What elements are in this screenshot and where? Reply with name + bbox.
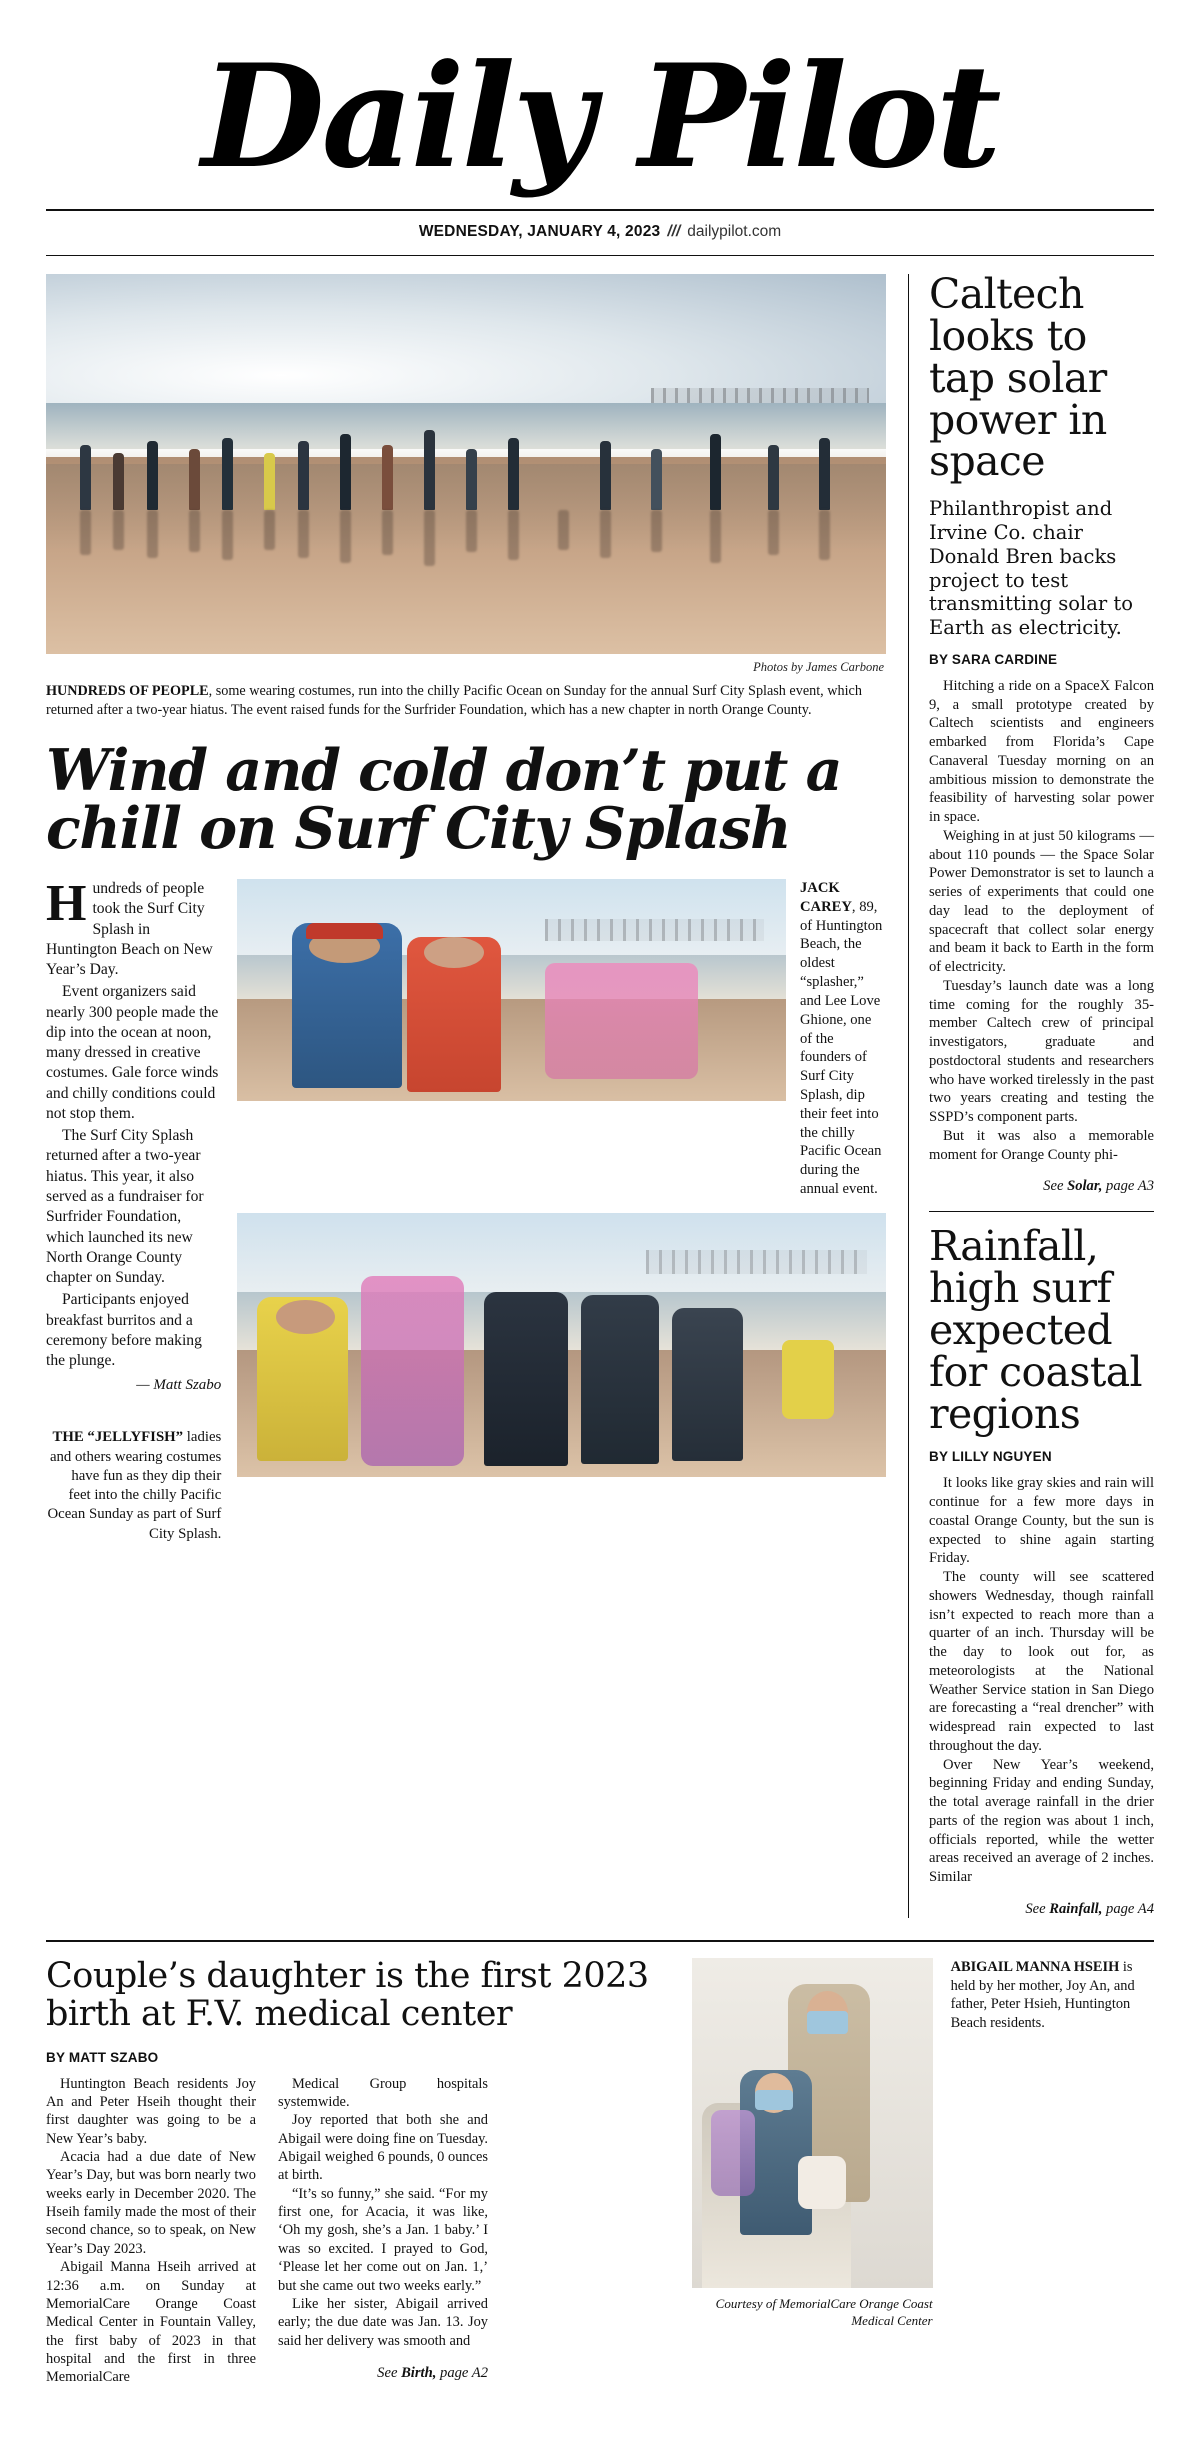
birth-story-headline[interactable]: Couple’s daughter is the first 2023 birth at F.V. medical center: [46, 1955, 649, 2034]
top-section: [46, 270, 1154, 1918]
carey-caption-text: , 89, of Huntington Beach, the oldest “splasher,” and Lee Love Ghione, one of the founders of Surf City Splash, dip their feet into the chilly Pacific Ocean during the annual event.: [800, 898, 883, 1198]
jump-label: Birth,: [401, 2364, 437, 2381]
jump-prefix: See: [377, 2364, 402, 2381]
rainfall-story-body: [929, 1474, 1154, 1887]
jump-label: Solar,: [1067, 1178, 1103, 1195]
paragraph: The Surf City Splash returned after a two-year hiatus. This year, it also served as a fundraiser for Surfrider Foundation, which launched its new North Orange County chapter on Sunday.: [46, 1127, 204, 1287]
birth-caption-text: is held by her mother, Joy An, and father, Peter Hsieh, Huntington Beach residents.: [950, 1958, 1135, 2032]
photo-costume-jellyfish: [361, 1276, 465, 1466]
bottom-section: [46, 1955, 1154, 2387]
photo-figure: [298, 441, 309, 509]
photo-figure: [264, 453, 275, 510]
photo-figure: [113, 453, 124, 510]
photo-figure: [424, 430, 435, 510]
jellyfish-caption-text: ladies and others wearing costumes have fun as they dip their feet into the chilly Pacific Ocean Sunday as part of Surf City Splash.: [47, 1429, 222, 1542]
jump-page: page A2: [436, 2364, 488, 2381]
jump-page: page A3: [1102, 1178, 1154, 1195]
jump-prefix: See: [1025, 1900, 1050, 1917]
paragraph-text: undreds of people took the Surf City Splash in Huntington Beach on New Year’s Day.: [46, 880, 213, 979]
photo-subject-dark: [484, 1292, 568, 1466]
solar-story-deck: Philanthropist and Irvine Co. chair Donald Bren backs project to test transmitting solar to Earth as electricity.: [929, 497, 1133, 640]
jellyfish-photo-caption: [46, 1394, 221, 1543]
photo-pier: [545, 919, 764, 941]
rainfall-story-jumpline[interactable]: [929, 1887, 1154, 1918]
paragraph: Weighing in at just 50 kilograms — about 110 pounds — the Space Solar Power Demonstrator is set to launch a series of experiments that could one day lead to the deployment of spacecraft that collect solar energy and beam it back to Earth in the form of electricity.: [929, 827, 1154, 976]
paragraph: Event organizers said nearly 300 people made the dip into the ocean at noon, many dressed in creative costumes. Gale force winds and chilly conditions could not stop them.: [46, 983, 219, 1122]
jump-label: Rainfall,: [1049, 1900, 1103, 1917]
photo-figure: [558, 453, 569, 510]
paragraph: Like her sister, Abigail arrived early; the due date was Jan. 13. Joy said her delivery was smooth and: [278, 2295, 488, 2349]
photo-figure: [147, 441, 158, 509]
photo-gift-bag: [711, 2110, 754, 2196]
lead-story-text-column: [46, 875, 237, 1544]
paragraph: Abigail Manna Hseih arrived at 12:36 a.m. on Sunday at MemorialCare Orange Coast Medical Center in Fountain Valley, the first baby of 2023 in that hospital and the first in three MemorialCare: [46, 2259, 256, 2386]
jellyfish-caption-lead: THE “JELLYFISH”: [52, 1429, 184, 1446]
right-rail: [908, 270, 1154, 1918]
photo-subject-face: [276, 1300, 334, 1334]
bottom-section-rule: [46, 1940, 1154, 1942]
masthead-title: Daily Pilot: [201, 34, 999, 200]
photo-jellyfish-costumes: [237, 1213, 886, 1477]
solar-story-headline[interactable]: Caltech looks to tap solar power in space: [929, 270, 1107, 486]
photo-figure: [340, 434, 351, 510]
birth-story-column: [46, 1955, 692, 2387]
photo-subject-dark: [581, 1295, 659, 1464]
photo-face-mask: [755, 2090, 793, 2110]
solar-story-jumpline[interactable]: [929, 1164, 1154, 1195]
birth-story-column-2: [278, 2075, 488, 2387]
photo-newborn-blanket: [798, 2156, 846, 2209]
paragraph: Tuesday’s launch date was a long time coming for the roughly 35-member Caltech crew of principal investigators, graduate and postdoctoral students and researchers who have worked tirelessly in the past two years creating and testing the SSPD’s component parts.: [929, 977, 1154, 1126]
lead-story-body: [46, 875, 221, 1371]
lead-story-body-grid: [46, 875, 886, 1544]
carey-photo-caption: [786, 879, 886, 1199]
photo-abigail-manna-hseih-family: [692, 1958, 933, 2288]
rainfall-story-byline: BY LILLY NGUYEN: [929, 1449, 1052, 1465]
photo-subject-hat: [306, 923, 383, 939]
dateline-separator: ///: [667, 223, 681, 241]
photo-subject-dark: [672, 1308, 743, 1461]
photo-figure: [189, 449, 200, 510]
birth-story-column-1: [46, 2075, 256, 2387]
birth-story-columns: [46, 2075, 670, 2387]
hero-caption-lead: HUNDREDS OF PEOPLE: [46, 683, 209, 700]
birth-story-byline: BY MATT SZABO: [46, 2049, 159, 2065]
paragraph: Acacia had a due date of New Year’s Day, but was born nearly two weeks early in December 2020. The Hseih family made the most of their second chance, so to speak, on New Year’s Day 2023.: [46, 2149, 256, 2257]
photo-figure: [768, 445, 779, 510]
paragraph: Hitching a ride on a SpaceX Falcon 9, a small prototype created by Caltech scientists and engineers embarked from Florida’s Cape Canaveral Tuesday morning on an ambitious mission to demonstrate the feasibility of harvesting solar power in space.: [929, 677, 1154, 826]
photo-figure: [382, 445, 393, 510]
birth-photo-caption: [951, 1958, 1154, 2033]
birth-caption-lead: ABIGAIL MANNA HSEIH: [950, 1958, 1120, 1975]
photo-subject-face: [424, 937, 484, 968]
rail-divider: [929, 1211, 1154, 1212]
birth-photo-column: [692, 1958, 933, 2387]
photo-face-mask: [807, 2011, 848, 2034]
paragraph: Participants enjoyed breakfast burritos and a ceremony before making the plunge.: [46, 1291, 202, 1370]
solar-story-byline: BY SARA CARDINE: [929, 651, 1058, 667]
dateline: [46, 211, 1154, 255]
carey-caption-lead: JACK CAREY: [800, 880, 852, 915]
masthead: [46, 0, 1154, 200]
photo-figure: [80, 445, 91, 510]
paragraph: It looks like gray skies and rain will continue for a few more days in coastal Orange County, but the sun is expected to shine again starting Friday.: [929, 1475, 1154, 1567]
paragraph: The county will see scattered showers Wednesday, though rainfall isn’t expected to reach more than a quarter of an inch. Thursday will be the day to look out for, as meteorologists at the National Weather Service station in San Diego are forecasting a “real drencher” with widespread rain expected to last throughout the day.: [929, 1569, 1154, 1754]
birth-caption-column: [933, 1958, 1154, 2387]
jump-page: page A4: [1102, 1900, 1154, 1917]
photo-pier: [646, 1250, 867, 1274]
hero-photo-caption: [46, 675, 886, 719]
paragraph: Huntington Beach residents Joy An and Peter Hseih thought their first daughter was going to be a New Year’s baby.: [46, 2075, 256, 2147]
rainfall-story-headline[interactable]: Rainfall, high surf expected for coastal regions: [929, 1222, 1143, 1438]
solar-story-body: [929, 677, 1154, 1165]
photo-figure: [222, 438, 233, 510]
hero-photo-surf-city-splash: [46, 274, 886, 654]
dateline-rule: [46, 255, 1154, 256]
paragraph: “It’s so funny,” she said. “For my first one, for Acacia, it was like, ‘Oh my gosh, she’s a Jan. 1 baby.’ I was so excited. I prayed to God, ‘Please let her come out on Jan. 1,’ but she came out two weeks early.”: [278, 2185, 488, 2294]
hero-caption-text: , some wearing costumes, run into the chilly Pacific Ocean on Sunday for the annual Surf City Splash event, which returned after a two-year hiatus. The event raised funds for the Surfrider Foundation, which has a new chapter in north Orange County.: [46, 683, 862, 718]
photo-jack-carey-and-lee-love-ghione: [237, 879, 786, 1101]
birth-photo-credit: Courtesy of MemorialCare Orange Coast Medical Center: [715, 2295, 933, 2328]
photo-figure: [600, 441, 611, 509]
dateline-website[interactable]: dailypilot.com: [687, 223, 782, 241]
photo-subject-yellow: [782, 1340, 834, 1419]
photo-figure: [651, 449, 662, 510]
paragraph: [46, 875, 221, 980]
jump-prefix: See: [1043, 1178, 1068, 1195]
photo-costume-group: [545, 963, 699, 1078]
hero-photo-credit: Photos by James Carbone: [753, 660, 884, 675]
paragraph: But it was also a memorable moment for Orange County phi-: [929, 1127, 1154, 1163]
photo-figure: [466, 449, 477, 510]
lead-story-headline[interactable]: Wind and cold don’t put a chill on Surf City Splash: [46, 736, 842, 863]
dateline-date: WEDNESDAY, JANUARY 4, 2023: [418, 223, 661, 241]
lead-story-column: [46, 274, 908, 1918]
drop-cap: H: [46, 875, 87, 933]
birth-story-jumpline[interactable]: [278, 2350, 488, 2383]
photo-figure: [710, 434, 721, 510]
paragraph: Joy reported that both she and Abigail were doing fine on Tuesday. Abigail weighed 6 pounds, 0 ounces at birth.: [278, 2112, 488, 2184]
lead-story-photo-column: [237, 879, 886, 1544]
paragraph: Medical Group hospitals systemwide.: [278, 2075, 488, 2110]
photo-figure: [508, 438, 519, 510]
photo-figure: [819, 438, 830, 510]
lead-story-signoff: — Matt Szabo: [136, 1377, 222, 1394]
paragraph: Over New Year’s weekend, beginning Friday and ending Sunday, the total average rainfall in the drier parts of the region was about 1 inch, officials reported, while the wetter areas received an average of 2 inches. Similar: [929, 1756, 1154, 1886]
